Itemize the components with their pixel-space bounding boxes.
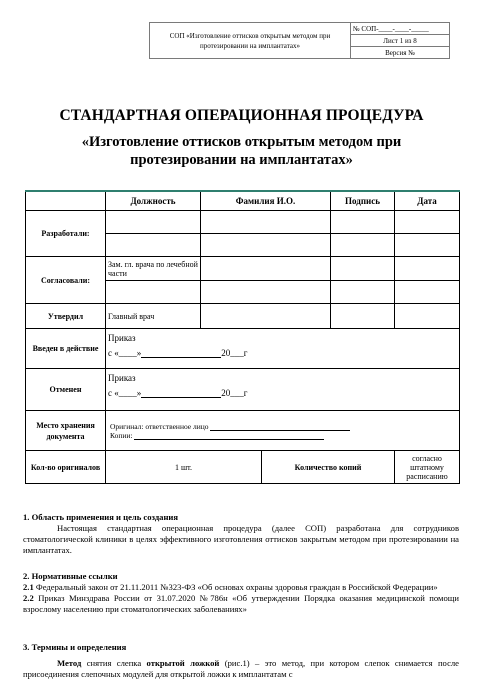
term-open-tray: открытой ложкой: [146, 658, 220, 668]
document-subtitle: «Изготовление оттисков открытым методом при протезировании на имплантатах»: [81, 134, 402, 168]
row-cancelled-label: Отменен: [26, 369, 106, 411]
introduced-date-prefix: с «____»: [108, 348, 142, 358]
introduced-order: Приказ: [108, 333, 136, 343]
copies-count: согласно штатному расписанию: [395, 451, 460, 484]
section-3: [23, 642, 459, 680]
term-mid: снятия слепка: [86, 658, 142, 668]
cancelled-date-year: 20___г: [221, 388, 248, 398]
ref-2-1-number: 2.1: [23, 582, 34, 592]
copies-count-label: Количество копий: [262, 451, 395, 484]
copies-label: Копии:: [110, 430, 133, 440]
header-version: Версия №: [351, 47, 450, 59]
section-2: [23, 571, 459, 615]
cancelled-order: Приказ: [108, 373, 136, 383]
originals-count: 1 шт.: [106, 451, 262, 484]
row-introduced-label: Введен в действие: [26, 329, 106, 369]
col-signature: Подпись: [331, 191, 395, 211]
original-label: Оригинал: ответственное лицо: [110, 421, 209, 431]
section-1-title: 1. Область применения и цель создания: [23, 512, 179, 522]
col-name: Фамилия И.О.: [201, 191, 331, 211]
approval-table: [25, 190, 460, 484]
table-header-row: [26, 191, 460, 211]
cancelled-date-prefix: с «____»: [108, 388, 142, 398]
row-approved-label: Утвердил: [26, 304, 106, 329]
originals-count-label: Кол-во оригиналов: [26, 451, 106, 484]
term-method: Метод: [57, 658, 82, 668]
header-sheet: Лист 1 из 8: [351, 35, 450, 47]
row-agreed-label: Согласовали:: [26, 257, 106, 304]
header-sop-number: № СОП-____-____-_____: [351, 23, 450, 35]
col-position: Должность: [106, 191, 201, 211]
approved-position: Главный врач: [106, 304, 201, 329]
ref-2-2: Приказ Минздрава России от 31.07.2020 №786н «Об утверждении Порядка оказания медицинской помощи взрослому населению при стоматологических заболеваниях»: [23, 593, 459, 614]
section-1-text: Настоящая стандартная операционная процедура (далее СОП) разработана для сотрудников стоматологической клиники в целях эффективного изготовления оттисков закрытым методом при протезировании на имплантатах.: [23, 523, 459, 555]
introduced-date-year: 20___г: [221, 348, 248, 358]
row-developed-label: Разработали:: [26, 211, 106, 257]
document-title: СТАНДАРТНАЯ ОПЕРАЦИОННАЯ ПРОЦЕДУРА: [59, 107, 424, 124]
section-2-title: 2. Нормативные ссылки: [23, 571, 118, 581]
section-3-title: 3. Термины и определения: [23, 642, 127, 652]
document-header: [149, 22, 450, 59]
term-definition: (рис.1) – это метод, при котором слепок снимается после присоединения слепочных модулей для открытой ложки к имплантатам с: [23, 658, 459, 679]
header-title: СОП «Изготовление оттисков открытым методом при протезировании на имплантатах»: [150, 23, 351, 59]
row-storage-label: Место хранения документа: [26, 411, 106, 451]
ref-2-1: Федеральный закон от 21.11.2011 №323-ФЗ «Об основах охраны здоровья граждан в Российской Федерации»: [35, 582, 438, 592]
section-1: [23, 512, 459, 556]
agreed-position: Зам. гл. врача по лечебной части: [106, 257, 201, 281]
ref-2-2-number: 2.2: [23, 593, 34, 603]
col-date: Дата: [395, 191, 460, 211]
